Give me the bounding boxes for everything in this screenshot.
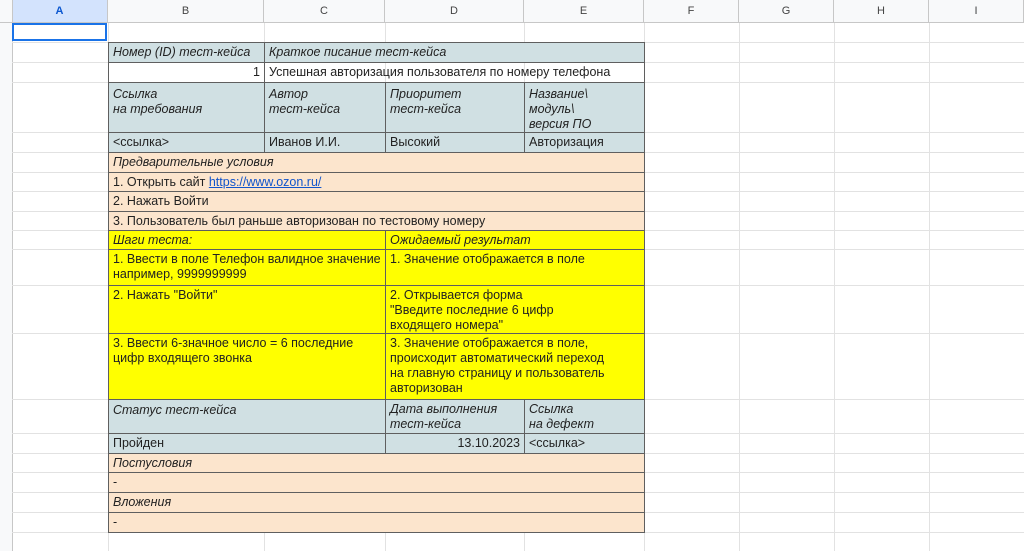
column-header-h[interactable]: H [834,0,929,22]
test-status-value[interactable]: Пройден [108,433,386,454]
column-header-b[interactable]: B [108,0,264,22]
test-steps-label[interactable]: Шаги теста: [108,230,386,250]
precondition-item-3[interactable]: 3. Пользователь был раньше авторизован по тестовому номеру [108,211,645,231]
precondition-item-1-text: 1. Открыть сайт [113,175,209,189]
test-case-summary-label[interactable]: Краткое писание тест-кейса [264,42,645,63]
priority-value[interactable]: Высокий [385,132,525,153]
preconditions-title[interactable]: Предварительные условия [108,152,645,173]
author-value[interactable]: Иванов И.И. [264,132,386,153]
active-cell-a1[interactable] [12,23,107,41]
expected-result-label[interactable]: Ожидаемый результат [385,230,645,250]
defect-link-label[interactable]: Ссылка на дефект [524,399,645,434]
attachments-value[interactable]: - [108,512,645,533]
defect-link-value[interactable]: <ссылка> [524,433,645,454]
test-case-id-value[interactable]: 1 [108,62,265,83]
test-case-summary-value[interactable]: Успешная авторизация пользователя по номеру телефона [264,62,645,83]
execution-date-value[interactable]: 13.10.2023 [385,433,525,454]
postconditions-value[interactable]: - [108,472,645,493]
column-header-d[interactable]: D [385,0,524,22]
test-step-3[interactable]: 3. Ввести 6-значное число = 6 последние цифр входящего звонка [108,333,386,400]
column-header-a[interactable]: A [12,0,108,22]
expected-result-1[interactable]: 1. Значение отображается в поле [385,249,645,286]
column-header-e[interactable]: E [524,0,644,22]
requirements-link-label[interactable]: Ссылка на требования [108,82,265,133]
module-value[interactable]: Авторизация [524,132,645,153]
postconditions-title[interactable]: Постусловия [108,453,645,473]
test-step-2[interactable]: 2. Нажать "Войти" [108,285,386,334]
requirements-link-value[interactable]: <ссылка> [108,132,265,153]
expected-result-2[interactable]: 2. Открывается форма "Введите последние 6 цифр входящего номера" [385,285,645,334]
module-version-label[interactable]: Название\ модуль\ версия ПО [524,82,645,133]
column-header-c[interactable]: C [264,0,385,22]
attachments-title[interactable]: Вложения [108,492,645,513]
priority-label[interactable]: Приоритет тест-кейса [385,82,525,133]
precondition-item-1[interactable] [108,172,645,192]
column-header-f[interactable]: F [644,0,739,22]
execution-date-label[interactable]: Дата выполнения тест-кейса [385,399,525,434]
precondition-item-2[interactable]: 2. Нажать Войти [108,191,645,212]
test-step-1[interactable]: 1. Ввести в поле Телефон валидное значение например, 9999999999 [108,249,386,286]
author-label[interactable]: Автор тест-кейса [264,82,386,133]
test-status-label[interactable]: Статус тест-кейса [108,399,386,434]
column-header-i[interactable]: I [929,0,1024,22]
ozon-link[interactable]: https://www.ozon.ru/ [208,175,322,189]
column-header-g[interactable]: G [739,0,834,22]
test-case-id-label[interactable]: Номер (ID) тест-кейса [108,42,265,63]
column-header-bar [0,0,1024,23]
select-all-corner[interactable] [0,0,13,22]
expected-result-3[interactable]: 3. Значение отображается в поле, происходит автоматический переход на главную страницу и пользователь авторизован [385,333,645,400]
